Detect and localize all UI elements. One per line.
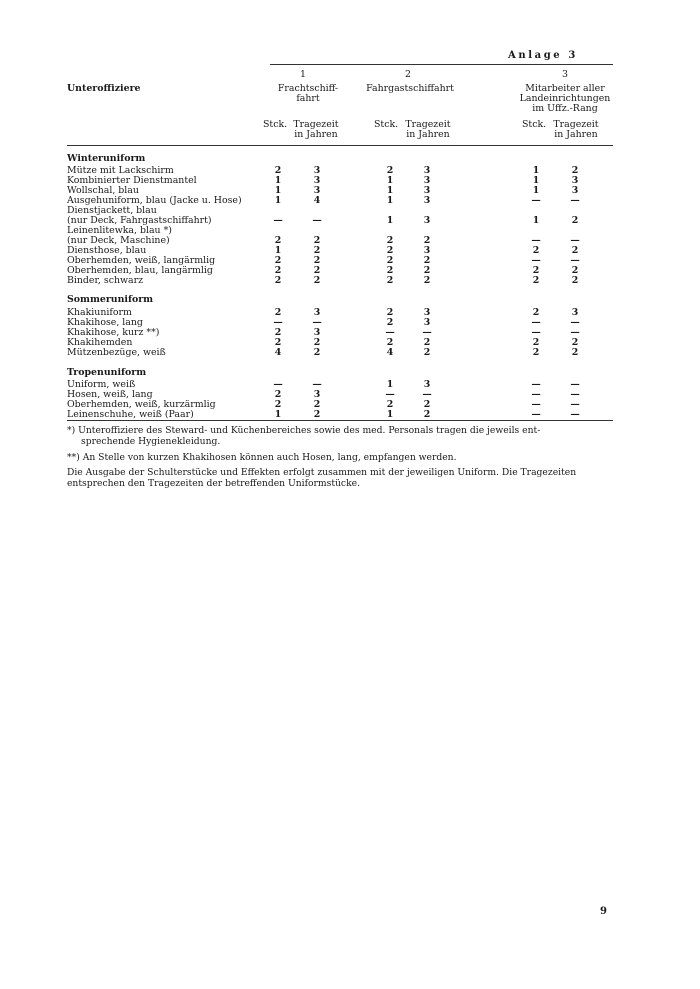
column-2-stck-header: Stck.	[374, 119, 399, 130]
column-title-1: Frachtschiff- fahrt	[277, 83, 339, 104]
table-row: Ausgehuniform, blau (Jacke u. Hose) 1 4 1 3 — —	[67, 195, 580, 206]
table-row: Oberhemden, weiß, kurzärmlig 2 2 2 2 — —	[67, 399, 580, 410]
table-row: (nur Deck, Maschine) 2 2 2 2 — —	[67, 235, 580, 246]
column-3-stck-header: Stck.	[522, 119, 547, 130]
table-row: Dienstjackett, blau	[67, 205, 157, 216]
table-row: (nur Deck, Fahrgastschiffahrt) — — 1 3 1 2	[67, 215, 579, 226]
table-row: Diensthose, blau 1 2 2 3 2 2	[67, 245, 579, 256]
annex-label: Anlage 3	[508, 50, 578, 61]
table-row: Hosen, weiß, lang 2 3 — — — —	[67, 389, 580, 400]
section-title-summer: Sommeruniform	[67, 294, 154, 305]
table-row: Khakihemden 2 2 2 2 2 2	[67, 337, 579, 348]
section-title-tropics: Tropenuniform	[67, 367, 147, 378]
column-number-2: 2	[405, 69, 411, 80]
group-title: Unteroffiziere	[67, 83, 141, 94]
column-1-tragezeit-header: Tragezeit in Jahren	[293, 119, 339, 140]
table-row: Mütze mit Lackschirm 2 3 2 3 1 2	[67, 165, 579, 176]
column-title-3: Mitarbeiter aller Landeinrichtungen im Uffz.-Rang	[519, 83, 611, 114]
column-3-tragezeit-header: Tragezeit in Jahren	[553, 119, 599, 140]
header-rule	[67, 145, 613, 146]
table-row: Binder, schwarz 2 2 2 2 2 2	[67, 275, 579, 286]
table-row: Uniform, weiß — — 1 3 — —	[67, 379, 580, 390]
footnote-2: **) An Stelle von kurzen Khakihosen können auch Hosen, lang, empfangen werden.	[67, 452, 457, 463]
table-row: Khakihose, lang — — 2 3 — —	[67, 317, 580, 328]
table-row: Khakihose, kurz **) 2 3 — — — —	[67, 327, 580, 338]
table-row: Oberhemden, blau, langärmlig 2 2 2 2 2 2	[67, 265, 579, 276]
section-title-winter: Winteruniform	[67, 153, 146, 164]
table-row: Khakiuniform 2 3 2 3 2 3	[67, 307, 579, 318]
table-row: Leinenschuhe, weiß (Paar) 1 2 1 2 — —	[67, 409, 580, 420]
column-title-2: Fahrgastschiffahrt	[366, 83, 454, 94]
closing-note: Die Ausgabe der Schulterstücke und Effekten erfolgt zusammen mit der jeweiligen Uniform. Die Tragezeiten entsprechen den Tragezeiten der betreffenden Uniformstücke.	[67, 467, 577, 489]
table-row: Mützenbezüge, weiß 4 2 4 2 2 2	[67, 347, 579, 358]
table-row: Kombinierter Dienstmantel 1 3 1 3 1 3	[67, 175, 579, 186]
column-2-tragezeit-header: Tragezeit in Jahren	[405, 119, 451, 140]
top-rule	[270, 64, 613, 65]
column-number-1: 1	[300, 69, 306, 80]
page-number: 9	[600, 906, 607, 917]
table-row: Oberhemden, weiß, langärmlig 2 2 2 2 — —	[67, 255, 580, 266]
table-row: Leinenlitewka, blau *)	[67, 225, 172, 236]
table-bottom-rule	[67, 420, 613, 421]
table-row: Wollschal, blau 1 3 1 3 1 3	[67, 185, 579, 196]
column-number-3: 3	[562, 69, 568, 80]
column-1-stck-header: Stck.	[263, 119, 288, 130]
footnote-1: *) Unteroffiziere des Steward- und Küchenbereiches sowie des med. Personals tragen die jeweils ent- sprechende Hygienekleidung.	[67, 425, 541, 447]
